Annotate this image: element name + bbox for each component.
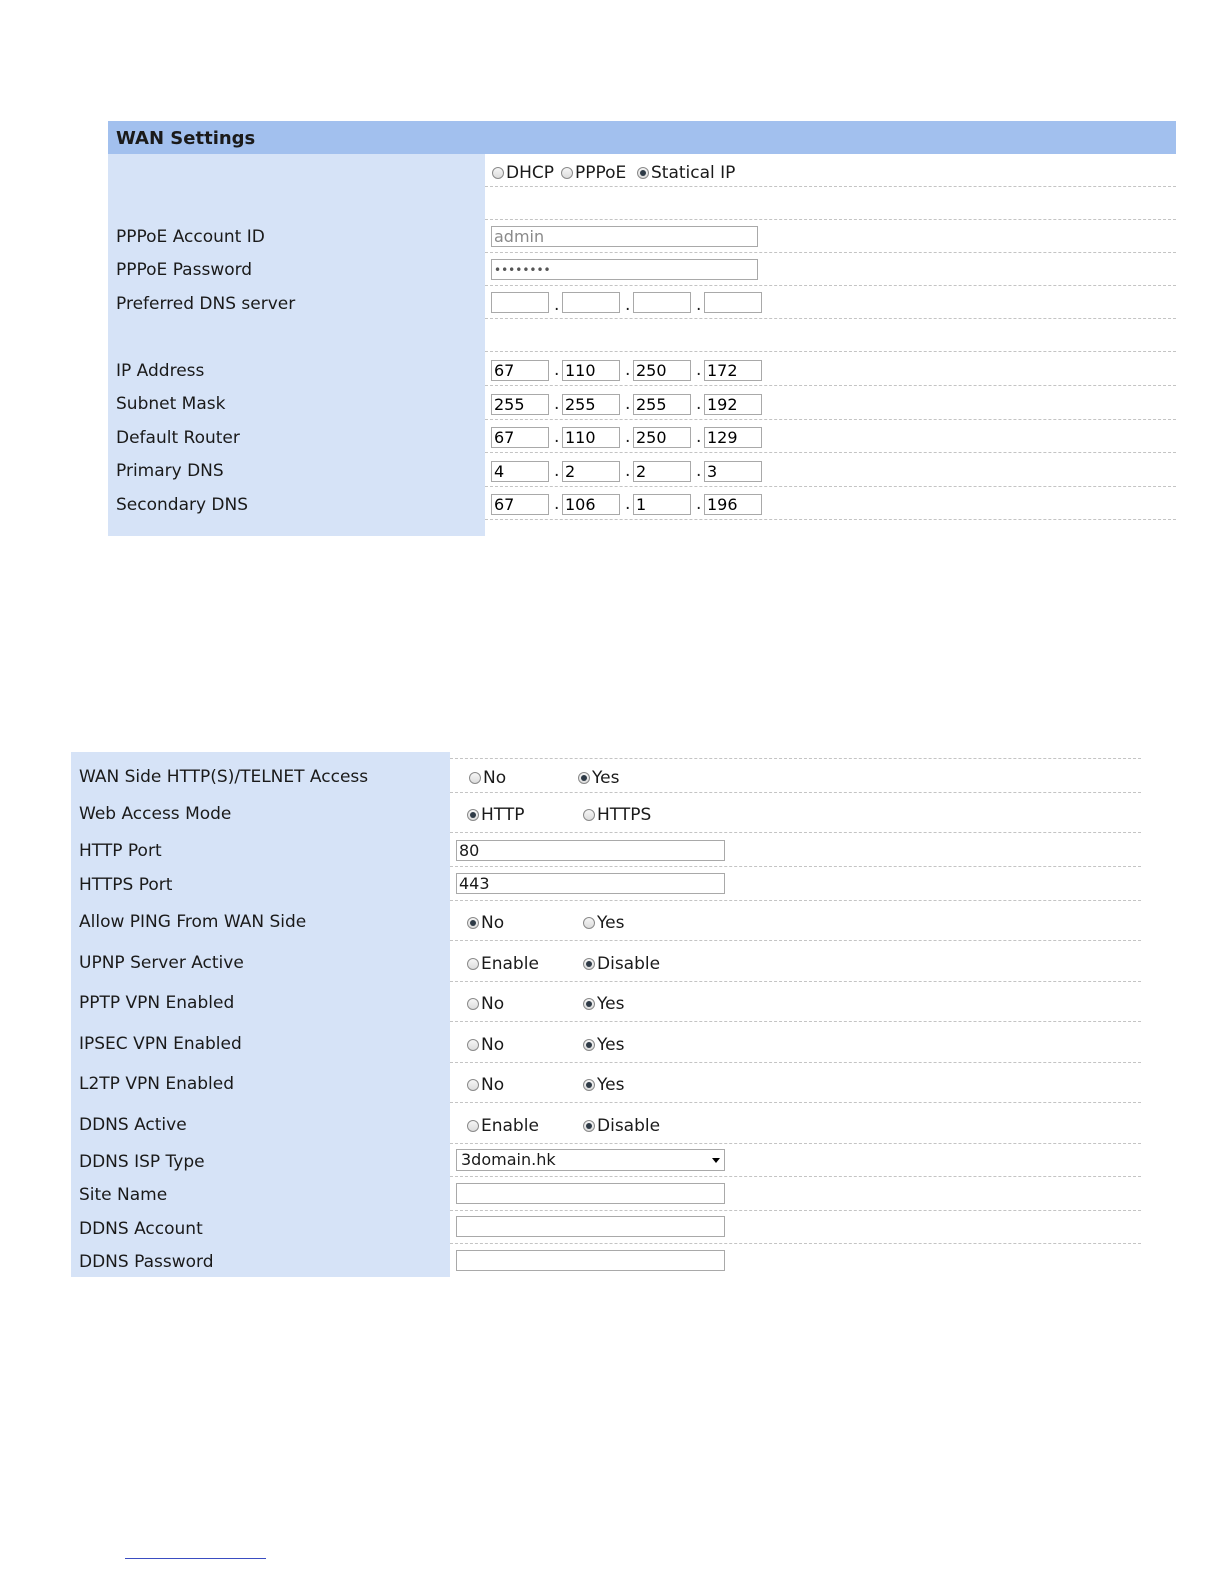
ping-label: Allow PING From WAN Side [79,912,307,932]
wan-access-label: WAN Side HTTP(S)/TELNET Access [79,767,369,787]
ip-dot: . [554,461,560,481]
web-mode-http-label: HTTP [481,805,525,825]
access-settings-panel [71,752,1141,1277]
upnp-enable-option[interactable] [467,954,539,974]
ping-no-radio[interactable] [467,917,479,929]
ipsec-yes-option[interactable] [583,1035,624,1055]
pptp-yes-option[interactable] [583,994,624,1014]
default-router-octet-1[interactable] [491,427,549,448]
ipsec-no-radio[interactable] [467,1039,479,1051]
ipsec-row [71,1022,1141,1063]
ip-address-ip [491,360,775,381]
preferred-dns-row [108,286,1176,319]
pptp-no-label: No [481,994,505,1014]
primary-dns-octet-3[interactable] [633,461,691,482]
primary-dns-octet-4[interactable] [704,461,762,482]
web-mode-http-radio[interactable] [467,809,479,821]
mode-static-radio[interactable] [637,167,649,179]
subnet-mask-octet-4[interactable] [704,394,762,415]
preferred-dns-ip [491,292,775,313]
ip-dot: . [696,461,702,481]
ping-yes-radio[interactable] [583,917,595,929]
ip-dot: . [696,427,702,447]
preferred-dns-octet-2[interactable] [562,292,620,313]
ddns-password-label: DDNS Password [79,1252,214,1272]
mode-pppoe-option[interactable] [561,163,626,183]
ddns-isp-value: 3domain.hk [461,1150,556,1169]
wan-settings-panel [108,121,1176,536]
pppoe-account-label: PPPoE Account ID [116,227,265,247]
ddns-account-label: DDNS Account [79,1219,203,1239]
http-port-label: HTTP Port [79,841,162,861]
wan-spacer-row [108,319,1176,352]
footnote-separator [125,1558,266,1559]
upnp-disable-radio[interactable] [583,958,595,970]
ddns-enable-label: Enable [481,1116,539,1136]
ip-dot: . [696,360,702,380]
ip-dot: . [625,427,631,447]
web-mode-row [71,793,1141,833]
upnp-label: UPNP Server Active [79,953,244,973]
wan-access-no-radio[interactable] [469,772,481,784]
preferred-dns-octet-4[interactable] [704,292,762,313]
wan-spacer-row [108,187,1176,220]
l2tp-row [71,1063,1141,1103]
web-mode-https-label: HTTPS [597,805,652,825]
chevron-down-icon[interactable] [712,1158,720,1163]
secondary-dns-octet-2[interactable] [562,494,620,515]
ddns-isp-label: DDNS ISP Type [79,1152,205,1172]
ddns-isp-select[interactable] [456,1149,725,1171]
upnp-enable-label: Enable [481,954,539,974]
mode-static-option[interactable] [637,163,735,183]
ip-dot: . [554,494,560,514]
pptp-yes-label: Yes [597,994,625,1014]
wan-access-no-label: No [483,768,507,788]
pppoe-account-row [108,220,1176,253]
ddns-active-label: DDNS Active [79,1115,187,1135]
pptp-yes-radio[interactable] [583,998,595,1010]
pppoe-password-label: PPPoE Password [116,260,253,280]
secondary-dns-label: Secondary DNS [116,495,249,515]
ddns-disable-label: Disable [597,1116,661,1136]
secondary-dns-row [108,487,1176,520]
primary-dns-octet-1[interactable] [491,461,549,482]
ddns-enable-option[interactable] [467,1116,539,1136]
mode-static-label: Statical IP [651,163,736,183]
web-mode-https-option[interactable] [583,805,651,825]
subnet-mask-octet-2[interactable] [562,394,620,415]
l2tp-label: L2TP VPN Enabled [79,1074,235,1094]
ip-dot: . [696,394,702,414]
ip-address-label: IP Address [116,361,205,381]
row-divider [485,519,1176,520]
ip-dot: . [625,494,631,514]
https-port-row [71,867,1141,901]
ip-address-octet-4[interactable] [704,360,762,381]
l2tp-no-option[interactable] [467,1075,504,1095]
pptp-row [71,982,1141,1022]
web-mode-http-option[interactable] [467,805,525,825]
wan-access-yes-option[interactable] [578,768,619,788]
wan-settings-title: WAN Settings [116,128,256,149]
l2tp-yes-radio[interactable] [583,1079,595,1091]
wan-mode-row [108,154,1176,187]
wan-access-yes-label: Yes [592,768,620,788]
preferred-dns-octet-3[interactable] [633,292,691,313]
ip-address-octet-1[interactable] [491,360,549,381]
ddns-disable-radio[interactable] [583,1120,595,1132]
subnet-mask-ip [491,394,775,415]
ip-address-octet-3[interactable] [633,360,691,381]
ddns-password-input[interactable] [456,1250,725,1271]
preferred-dns-octet-1[interactable] [491,292,549,313]
default-router-row [108,420,1176,453]
site-name-label: Site Name [79,1185,168,1205]
https-port-label: HTTPS Port [79,875,173,895]
default-router-octet-4[interactable] [704,427,762,448]
subnet-mask-octet-1[interactable] [491,394,549,415]
ip-dot: . [554,394,560,414]
ip-dot: . [625,295,631,315]
default-router-label: Default Router [116,428,240,448]
ddns-account-input[interactable] [456,1216,725,1237]
mode-dhcp-label: DHCP [506,163,554,183]
ip-dot: . [625,394,631,414]
upnp-disable-option[interactable] [583,954,660,974]
pppoe-account-input[interactable] [491,226,758,247]
row-divider [485,351,1176,352]
secondary-dns-ip [491,494,775,515]
pppoe-password-row [108,253,1176,286]
ip-dot: . [696,494,702,514]
pppoe-password-input[interactable] [491,259,758,280]
upnp-enable-radio[interactable] [467,958,479,970]
ddns-disable-option[interactable] [583,1116,660,1136]
web-mode-https-radio[interactable] [583,809,595,821]
mode-pppoe-radio[interactable] [561,167,573,179]
subnet-mask-row [108,386,1176,420]
ipsec-yes-radio[interactable] [583,1039,595,1051]
ddns-isp-row [71,1144,1141,1177]
ddns-password-row [71,1244,1141,1277]
mode-dhcp-radio[interactable] [492,167,504,179]
pptp-no-radio[interactable] [467,998,479,1010]
pptp-no-option[interactable] [467,994,504,1014]
ip-address-row [108,353,1176,386]
site-name-input[interactable] [456,1183,725,1204]
ip-dot: . [696,295,702,315]
preferred-dns-label: Preferred DNS server [116,294,296,314]
primary-dns-label: Primary DNS [116,461,224,481]
l2tp-yes-label: Yes [597,1075,625,1095]
default-router-octet-2[interactable] [562,427,620,448]
upnp-disable-label: Disable [597,954,661,974]
ip-dot: . [625,360,631,380]
ipsec-no-option[interactable] [467,1035,504,1055]
ping-no-label: No [481,913,505,933]
primary-dns-ip [491,461,775,482]
subnet-mask-label: Subnet Mask [116,394,226,414]
ipsec-no-label: No [481,1035,505,1055]
web-mode-label: Web Access Mode [79,804,232,824]
http-port-input[interactable] [456,840,725,861]
https-port-input[interactable] [456,873,725,894]
mode-dhcp-option[interactable] [492,163,554,183]
primary-dns-row [108,453,1176,487]
secondary-dns-octet-3[interactable] [633,494,691,515]
site-name-row [71,1177,1141,1211]
wan-access-yes-radio[interactable] [578,772,590,784]
ipsec-label: IPSEC VPN Enabled [79,1034,242,1054]
ipsec-yes-label: Yes [597,1035,625,1055]
http-port-row [71,833,1141,867]
primary-dns-octet-2[interactable] [562,461,620,482]
ping-row [71,901,1141,941]
wan-access-no-option[interactable] [469,768,506,788]
ping-yes-label: Yes [597,913,625,933]
l2tp-yes-option[interactable] [583,1075,624,1095]
subnet-mask-octet-3[interactable] [633,394,691,415]
secondary-dns-octet-4[interactable] [704,494,762,515]
ip-address-octet-2[interactable] [562,360,620,381]
mode-pppoe-label: PPPoE [575,163,627,183]
l2tp-no-label: No [481,1075,505,1095]
wan-settings-header [108,121,1176,154]
ddns-enable-radio[interactable] [467,1120,479,1132]
default-router-ip [491,427,775,448]
ip-dot: . [554,427,560,447]
ip-dot: . [625,461,631,481]
ping-yes-option[interactable] [583,913,624,933]
pptp-label: PPTP VPN Enabled [79,993,235,1013]
secondary-dns-octet-1[interactable] [491,494,549,515]
ddns-active-row [71,1103,1141,1144]
ip-dot: . [554,295,560,315]
default-router-octet-3[interactable] [633,427,691,448]
ip-dot: . [554,360,560,380]
ping-no-option[interactable] [467,913,504,933]
l2tp-no-radio[interactable] [467,1079,479,1091]
ddns-account-row [71,1211,1141,1244]
upnp-row [71,941,1141,982]
wan-access-row [71,758,1141,793]
